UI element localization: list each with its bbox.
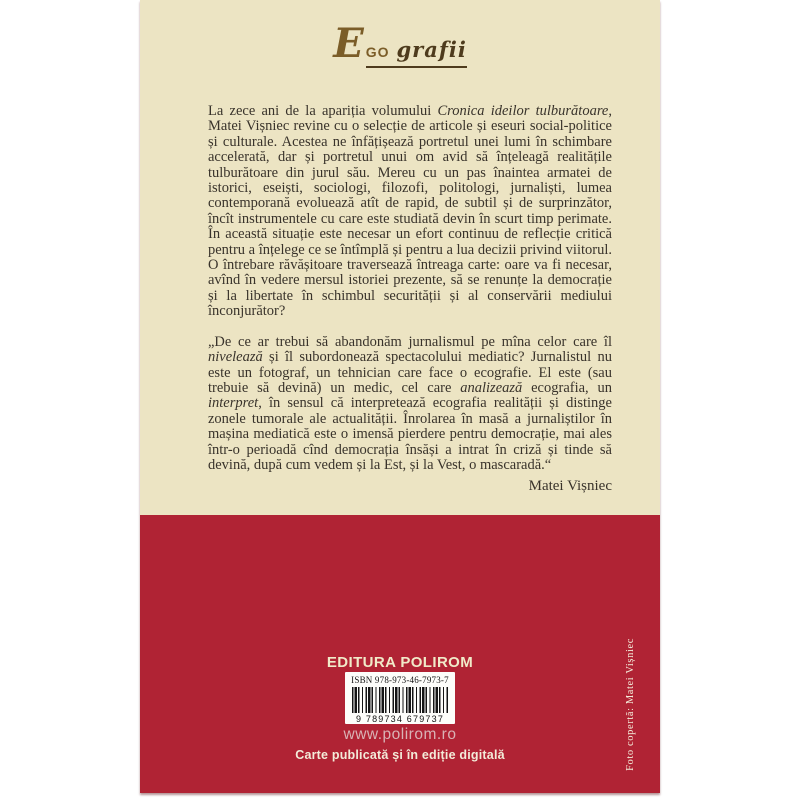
logo-script-text: grafii: [396, 37, 467, 62]
barcode-digits: 9 789734 679737: [355, 714, 445, 724]
author-signature: Matei Vișniec: [528, 478, 612, 495]
barcode-icon: [352, 687, 448, 713]
synopsis-panel: [140, 0, 660, 515]
quote-paragraph: „De ce ar trebui să abandonăm jurnalismul pe mîna celor care îl nivelează și îl subordonează spectacolului mediatic? Jurnalistul nu este un fotograf, un tehnician care face o ecografie. El este (sau trebuie să devină) un medic, cel care analizează ecografia, un interpret, în sensul că interpretează ecografia realității și distinge zonele tumorale ale actualității. Înrolarea în masă a jurnaliștilor în mașina mediatică este o imensă pierdere pentru democrație, mai ales într-o perioadă cînd democrația însăși a intrat în criză și tinde să devină, după cum vedem și la Est, și la Vest, o mascaradă.“: [208, 333, 613, 473]
egografii-series-logo: [140, 20, 660, 68]
publisher-panel: [140, 515, 660, 793]
book-back-cover: [140, 0, 660, 793]
publisher-name: EDITURA POLIROM: [326, 654, 474, 671]
logo-underlined-part: [366, 37, 467, 68]
synopsis-text: [208, 104, 612, 495]
isbn-label: ISBN 978-973-46-7973-7: [351, 675, 449, 685]
cover-photo-credit: Foto copertă: Matei Vișniec: [625, 638, 636, 771]
synopsis-paragraph: La zece ani de la apariția volumului Cronica ideilor tulburătoare, Matei Vișniec revine cu o selecție de articole și eseuri social-politice și culturale. Acestea ne înfățișează portretul unei lumi în schimbare accelerată, dar și portretul unui om avid să înțeleagă realitățile tulburătoare din jurul său. Mereu cu un pas înaintea armatei de istorici, eseiști, sociologi, filozofi, politologi, jurnaliști, lumea contemporană evoluează atît de rapid, de subtil și de surprinzător, încît instrumentele cu care este studiată devin în scurt timp perimate. În această situație este necesar un efort continuu de reflecție critică pentru a înțelege ce se întîmplă și pentru a lua decizii privind viitorul. O întrebare răvășitoare traversează întreaga carte: oare va fi necesar, avînd în vedere mersul istoriei prezente, să se renunțe la democrație și la libertate în schimbul securității și al conservării mediului înconjurător?: [208, 103, 612, 320]
isbn-barcode-box: [345, 672, 455, 724]
logo-initial-letter: E: [333, 20, 364, 67]
digital-edition-note: Carte publicată și în ediție digitală: [295, 748, 505, 762]
logo-caps-text: GO: [365, 44, 390, 60]
publisher-website: www.polirom.ro: [343, 726, 457, 743]
